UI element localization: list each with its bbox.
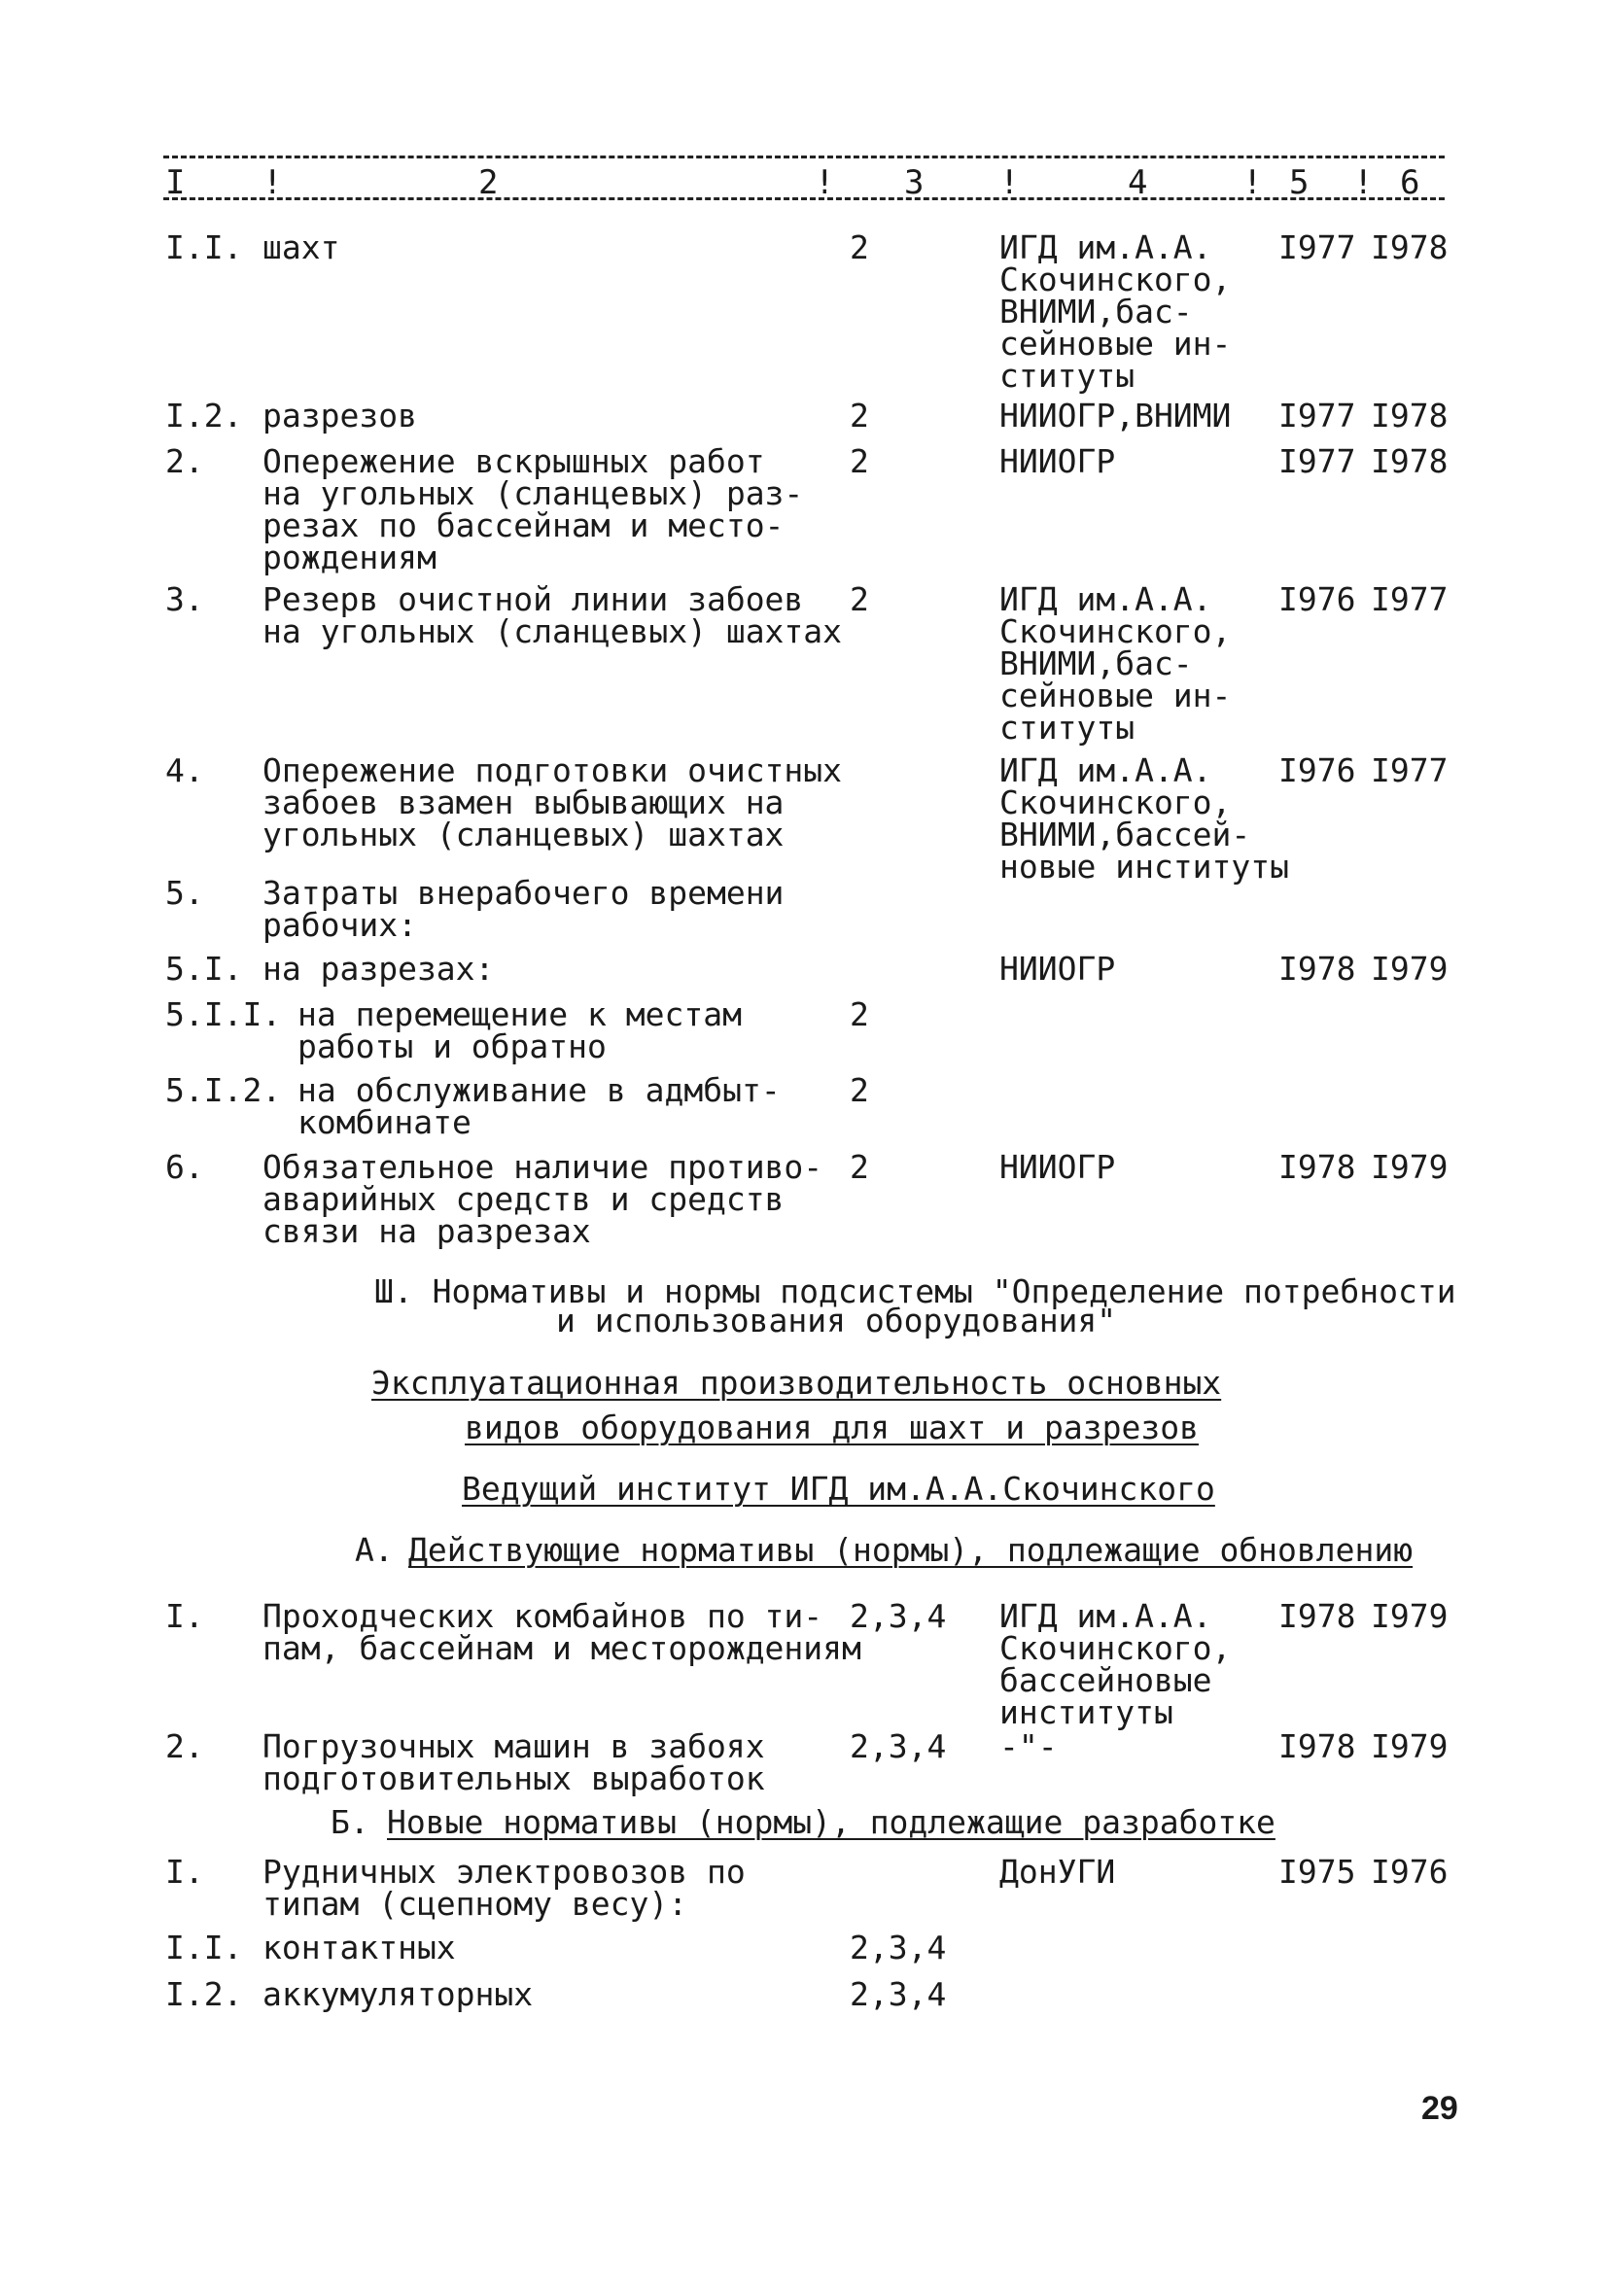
row-name: шахт [262, 228, 340, 266]
row-year-end: I978 [1371, 397, 1449, 435]
row-number: 5. [165, 874, 204, 912]
column-separator: ! [1242, 163, 1263, 202]
section-title-line2: и использования оборудования" [556, 1302, 1117, 1339]
row-institute: НИИОГР [999, 950, 1116, 988]
row-name: на перемещение к местам работы и обратно [297, 995, 742, 1065]
row-institute: ИГД им.А.А. Скочинского, ВНИМИ,бас- сейновые ин- ституты [999, 580, 1232, 747]
column-header-5: 5 [1289, 163, 1310, 202]
row-year-start: I978 [1278, 1727, 1356, 1765]
row-col3: 2 [850, 1071, 869, 1109]
row-col3: 2 [850, 580, 869, 618]
row-year-end: I977 [1371, 580, 1449, 618]
row-col3: 2,3,4 [850, 1975, 947, 2013]
row-year-start: I976 [1278, 751, 1356, 789]
row-number: 2. [165, 442, 204, 480]
row-institute: ДонУГИ [999, 1853, 1116, 1891]
row-name: Опережение вскрышных работ на угольных (сланцевых) раз- резах по бассейнам и место- рождениям [262, 442, 804, 576]
row-col3: 2 [850, 228, 869, 266]
row-year-end: I978 [1371, 228, 1449, 266]
column-separator: ! [262, 163, 283, 202]
row-year-start: I977 [1278, 442, 1356, 480]
column-header-3: 3 [904, 163, 925, 202]
row-name: Резерв очистной линии забоев на угольных (сланцевых) шахтах [262, 580, 843, 650]
row-name: на обслуживание в адмбыт- комбинате [297, 1071, 781, 1141]
row-number: I.2. [165, 1975, 243, 2013]
row-name: Обязательное наличие противо- аварийных средств и средств связи на разрезах [262, 1148, 823, 1250]
row-name: аккумуляторных [262, 1975, 534, 2013]
part-b-prefix: Б. [331, 1803, 369, 1841]
row-number: 3. [165, 580, 204, 618]
part-a-title: Действующие нормативы (нормы), подлежащие обновлению [408, 1531, 1414, 1569]
row-name: Погрузочных машин в забоях подготовительных выработок [262, 1727, 765, 1797]
row-col3: 2,3,4 [850, 1727, 947, 1765]
subsection-title-line2: видов оборудования для шахт и разрезов [465, 1409, 1199, 1446]
row-institute: НИИОГР,ВНИМИ [999, 397, 1232, 435]
row-name: на разрезах: [262, 950, 495, 988]
row-institute: ИГД им.А.А. Скочинского, бассейновые институты [999, 1597, 1232, 1731]
row-year-end: I979 [1371, 1148, 1449, 1186]
row-number: 4. [165, 751, 204, 789]
column-separator: ! [999, 163, 1020, 202]
row-institute: НИИОГР [999, 1148, 1116, 1186]
row-number: I. [165, 1853, 204, 1891]
row-institute: -"- [999, 1727, 1058, 1765]
column-header-4: 4 [1128, 163, 1148, 202]
row-col3: 2 [850, 397, 869, 435]
row-name: Опережение подготовки очистных забоев взамен выбывающих на угольных (сланцевых) шахтах [262, 751, 843, 853]
page-number: 29 [1421, 2090, 1458, 2127]
row-number: I. [165, 1597, 204, 1635]
row-year-end: I976 [1371, 1853, 1449, 1891]
row-year-end: I979 [1371, 1727, 1449, 1765]
part-a-prefix: А. [355, 1531, 394, 1569]
row-col3: 2 [850, 442, 869, 480]
lead-institute: Ведущий институт ИГД им.А.А.Скочинского [462, 1470, 1215, 1508]
row-year-start: I977 [1278, 228, 1356, 266]
row-year-start: I976 [1278, 580, 1356, 618]
row-name: Проходческих комбайнов по ти- пам, бассейнам и месторождениям [262, 1597, 861, 1667]
row-name: разрезов [262, 397, 417, 435]
column-separator: ! [1353, 163, 1374, 202]
column-header-2: 2 [478, 163, 499, 202]
row-number: 2. [165, 1727, 204, 1765]
row-institute: НИИОГР [999, 442, 1116, 480]
header-top-rule [163, 156, 1445, 158]
row-number: 6. [165, 1148, 204, 1186]
row-number: 5.I.I. [165, 995, 282, 1033]
part-b-title: Новые нормативы (нормы), подлежащие разработке [387, 1803, 1275, 1841]
row-col3: 2 [850, 1148, 869, 1186]
row-col3: 2,3,4 [850, 1597, 947, 1635]
row-year-end: I978 [1371, 442, 1449, 480]
column-header-1: I [165, 163, 186, 202]
row-col3: 2 [850, 995, 869, 1033]
column-header-6: 6 [1400, 163, 1420, 202]
row-number: 5.I.2. [165, 1071, 282, 1109]
row-number: 5.I. [165, 950, 243, 988]
subsection-title-line1: Эксплуатационная производительность основных [371, 1364, 1222, 1402]
row-col3: 2,3,4 [850, 1929, 947, 1966]
section-title-line1: Ш. Нормативы и нормы подсистемы "Определение потребности [374, 1272, 1456, 1310]
row-institute: ИГД им.А.А. Скочинского, ВНИМИ,бас- сейновые ин- ституты [999, 228, 1232, 395]
row-year-end: I979 [1371, 1597, 1449, 1635]
row-year-start: I978 [1278, 950, 1356, 988]
row-year-start: I977 [1278, 397, 1356, 435]
row-name: контактных [262, 1929, 456, 1966]
row-year-start: I978 [1278, 1597, 1356, 1635]
row-name: Затраты внерабочего времени рабочих: [262, 874, 785, 944]
row-institute: ИГД им.А.А. Скочинского, ВНИМИ,бассей- новые институты [999, 751, 1290, 886]
row-name: Рудничных электровозов по типам (сцепному весу): [262, 1853, 746, 1923]
row-year-start: I975 [1278, 1853, 1356, 1891]
row-year-start: I978 [1278, 1148, 1356, 1186]
column-separator: ! [815, 163, 835, 202]
row-number: I.2. [165, 397, 243, 435]
row-year-end: I977 [1371, 751, 1449, 789]
row-year-end: I979 [1371, 950, 1449, 988]
row-number: I.I. [165, 1929, 243, 1966]
row-number: I.I. [165, 228, 243, 266]
